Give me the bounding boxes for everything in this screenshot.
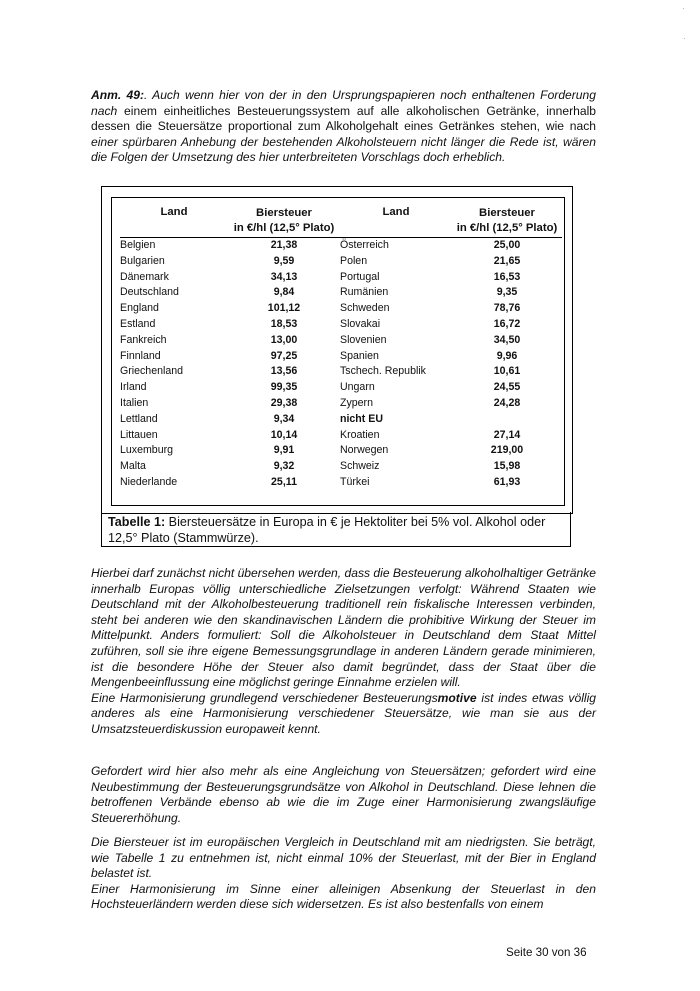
header-tax-1: Biersteuer in €/hl (12,5° Plato)	[228, 205, 340, 238]
body-paragraph-2: Gefordert wird hier also mehr als eine Angleichung von Steuersätzen; gefordert wird eine Neubestimmung der Besteuerungsgrundsätze von Alkohol in Deutschland. Diese lehnen die betroffenen Verbände ebenso ab wie die im Zuge einer Harmonisierung zwangsläufige Steuererhöhung.	[91, 764, 596, 825]
annotation-paragraph	[91, 88, 596, 166]
header-tax-2: Biersteuer in €/hl (12,5° Plato)	[452, 205, 562, 238]
table-caption	[101, 512, 571, 547]
beer-tax-table	[120, 205, 562, 491]
table-row: Luxemburg 9,91 Norwegen 219,00	[120, 444, 524, 457]
annotation-text-a: . Auch wenn hier von der in den Ursprungspapieren noch enthaltenen Forderung nach	[91, 88, 596, 118]
header-land-1: Land	[120, 205, 228, 238]
caption-label: Tabelle 1:	[108, 515, 166, 529]
annotation-label: Anm. 49:	[91, 88, 144, 102]
table-row: Estland 18,53 Slovakai 16,72	[120, 317, 521, 330]
table-row: Italien 29,38 Zypern 24,28	[120, 396, 521, 409]
table-row: Dänemark 34,13 Portugal 16,53	[120, 270, 521, 283]
table-header-row	[120, 205, 562, 238]
table-row: Irland 99,35 Ungarn 24,55	[120, 381, 521, 394]
table-row: Bulgarien 9,59 Polen 21,65	[120, 254, 521, 267]
body-paragraph-1: Hierbei darf zunächst nicht übersehen werden, dass die Besteuerung alkoholhaltiger Getränke innerhalb Europas völlig unterschiedliche Zielsetzungen verfolgt: Während Staaten wie Deutschland mit der Alkoholbesteuerung traditionell rein fiskalische Interessen verbinden, steht bei anderen wie den skandinavischen Ländern die prohibitive Wirkung der Steuer im Mittelpunkt. Anders formuliert: Soll die Alkoholsteuer in Deutschland dem Staat Mittel zuführen, soll sie ihre eigene Bemessungsgrundlage in anderen Ländern gerade minimieren, ist die besondere Höhe der Steuer also damit begründet, dass der Staat über die Mengenbeeinflussung eine möglichst geringe Einnahme erzielen will. Eine Harmonisierung grundlegend verschiedener Besteuerungsmotive ist indes etwas völlig anderes als eine Harmonisierung verschiedener Steuersätze, wie man sie aus der Umsatzsteuerdiskussion europaweit kennt.	[91, 566, 596, 736]
emphasis-motive: motive	[437, 690, 477, 705]
annotation-text-c: einer spürbaren Anhebung der bestehenden Alkoholsteuern nicht länger die Rede ist, wären die Folgen der Umsetzung des hier unterbreiteten Vorschlags doch erheblich.	[91, 134, 596, 165]
table-row: Littauen 10,14 Kroatien 27,14	[120, 428, 521, 441]
table-row: Fankreich 13,00 Slovenien 34,50	[120, 333, 521, 346]
caption-text: Biersteuersätze in Europa in € je Hektoliter bei 5% vol. Alkohol oder 12,5° Plato (Stammwürze).	[108, 515, 546, 545]
table-row: Malta 9,32 Schweiz 15,98	[120, 460, 521, 473]
header-land-2: Land	[340, 205, 452, 238]
margin-mark: ·	[683, 34, 686, 43]
body-paragraph-3: Die Biersteuer ist im europäischen Vergleich in Deutschland mit am niedrigsten. Sie beträgt, wie Tabelle 1 zu entnehmen ist, nicht einmal 10% der Steuerlast, mit der Bier in England belastet ist. Einer Harmonisierung im Sinne einer alleinigen Absenkung der Steuerlast in den Hochsteuerländern werden diese sich widersetzen. Es ist also bestenfalls von einem	[91, 835, 596, 912]
table-row: Belgien 21,38 Österreich 25,00	[120, 239, 521, 251]
annotation-text-b: einem einheitliches Besteuerungssystem auf alle alkoholischen Getränke, innerhalb dessen die Steuersätze proportional zum Alkoholgehalt eines Getränkes stehen, wie nach	[91, 103, 596, 134]
table-row: England 101,12 Schweden 78,76	[120, 302, 521, 315]
table-row: Finnland 97,25 Spanien 9,96	[120, 349, 518, 362]
table-row: Lettland 9,34 nicht EU	[120, 412, 383, 425]
page-number: Seite 30 von 36	[506, 946, 587, 959]
table-row: Griechenland 13,56 Tschech. Republik 10,61	[120, 365, 521, 378]
table-row: Niederlande 25,11 Türkei 61,93	[120, 475, 521, 488]
margin-mark: ·	[682, 4, 685, 13]
table-row: Deutschland 9,84 Rumänien 9,35	[120, 286, 518, 299]
